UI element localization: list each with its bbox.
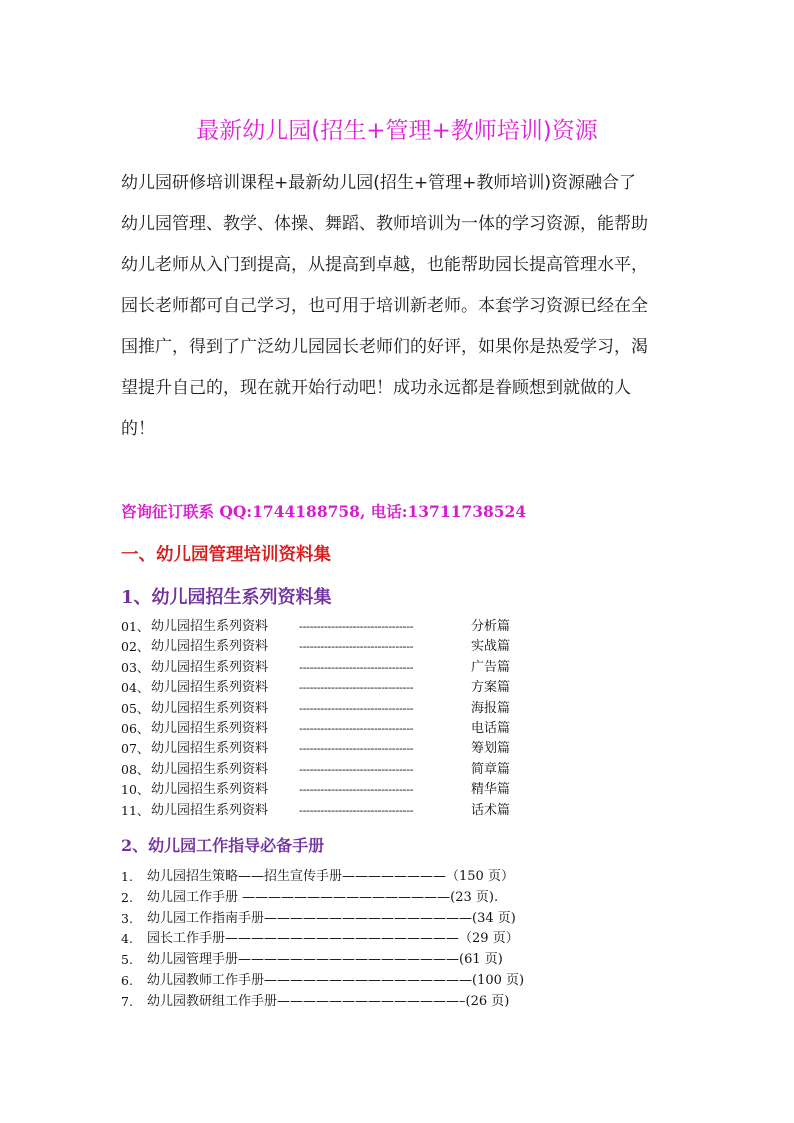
list-item: [121, 678, 521, 698]
item-name: 幼儿园招生系列资料: [151, 619, 269, 634]
item-text: 幼儿园工作指南手册————————————————: [147, 910, 473, 926]
item-suffix: 分析篇: [471, 619, 511, 634]
intro-line: 园长老师都可自己学习，也可用于培训新老师。本套学习资源已经在全: [121, 296, 648, 316]
item-leader: --------------------------------: [299, 762, 414, 776]
list-item: [121, 760, 521, 780]
item-number: 04、: [121, 680, 150, 696]
list-item: [121, 971, 524, 992]
item-leader: --------------------------------: [299, 640, 414, 654]
item-pages: (23 页).: [450, 889, 499, 905]
item-text: 园长工作手册——————————————————: [147, 931, 460, 947]
item-suffix: 简章篇: [471, 761, 511, 777]
list-item: [121, 888, 524, 909]
admissions-list: [121, 617, 521, 821]
list-item: [121, 658, 521, 678]
subsection-heading-handbooks: 2、幼儿园工作指导必备手册: [121, 836, 325, 855]
item-name: 幼儿园招生系列资料: [151, 639, 269, 655]
list-item: [121, 909, 524, 930]
item-suffix: 方案篇: [471, 680, 511, 696]
item-number: 11、: [121, 802, 150, 818]
item-leader: --------------------------------: [299, 721, 414, 735]
item-number: 1.: [121, 869, 133, 884]
intro-line: 望提升自己的，现在就开始行动吧！成功永远都是眷顾想到就做的人: [121, 378, 631, 398]
item-number: 01、: [121, 619, 150, 634]
intro-line: 国推广，得到了广泛幼儿园园长老师们的好评，如果你是热爱学习，渴: [121, 337, 648, 357]
item-number: 3.: [121, 910, 133, 926]
item-suffix: 实战篇: [471, 639, 511, 655]
item-name: 幼儿园招生系列资料: [151, 700, 269, 716]
item-text: 幼儿园管理手册—————————————————: [147, 952, 460, 968]
item-name: 幼儿园招生系列资料: [151, 659, 269, 675]
item-name: 幼儿园招生系列资料: [151, 741, 269, 757]
item-number: 05、: [121, 700, 150, 716]
list-item: [121, 992, 524, 1013]
item-number: 2.: [121, 889, 133, 905]
item-leader: --------------------------------: [299, 803, 414, 817]
item-suffix: 电话篇: [471, 720, 511, 736]
list-item: [121, 929, 524, 950]
list-item: [121, 719, 521, 739]
subsection-heading-admissions: 1、幼儿园招生系列资料集: [121, 587, 332, 608]
item-suffix: 广告篇: [471, 659, 511, 675]
intro-line: 幼儿老师从入门到提高，从提高到卓越，也能帮助园长提高管理水平，: [121, 255, 648, 275]
list-item: [121, 637, 521, 657]
list-item: [121, 739, 521, 759]
item-text: 幼儿园教师工作手册————————————————: [147, 972, 473, 988]
item-number: 08、: [121, 761, 150, 777]
section-heading-management: 一、幼儿园管理培训资料集: [121, 545, 331, 565]
item-leader: --------------------------------: [299, 620, 414, 633]
item-number: 10、: [121, 782, 150, 798]
list-item: [121, 867, 524, 888]
item-suffix: 筹划篇: [471, 741, 511, 757]
item-text: 幼儿园工作手册 ————————————————: [147, 889, 451, 905]
item-leader: --------------------------------: [299, 701, 414, 715]
item-number: 06、: [121, 720, 150, 736]
item-pages: （150 页）: [446, 869, 514, 884]
item-number: 5.: [121, 952, 133, 968]
list-item: [121, 780, 521, 800]
item-leader: --------------------------------: [299, 742, 414, 756]
item-name: 幼儿园招生系列资料: [151, 761, 269, 777]
contact-info: 咨询征订联系 QQ:1744188758, 电话:13711738524: [121, 502, 527, 521]
item-suffix: 精华篇: [471, 782, 511, 798]
item-pages: (100 页): [472, 972, 525, 988]
item-number: 02、: [121, 639, 150, 655]
item-pages: (61 页): [459, 952, 503, 968]
list-item: [121, 950, 524, 971]
item-text: 幼儿园教研组工作手册——————————————: [147, 993, 460, 1009]
item-leader: --------------------------------: [299, 660, 414, 674]
item-name: 幼儿园招生系列资料: [151, 802, 269, 818]
item-number: 7.: [121, 993, 133, 1009]
item-suffix: 话术篇: [471, 802, 511, 818]
list-item: [121, 699, 521, 719]
handbook-list: [121, 867, 524, 1013]
item-pages: （29 页）: [459, 931, 519, 947]
document-title: 最新幼儿园(招生+管理+教师培训)资源: [196, 118, 598, 144]
intro-line: 幼儿园研修培训课程+最新幼儿园(招生+管理+教师培训)资源融合了: [121, 173, 636, 193]
item-number: 6.: [121, 972, 133, 988]
item-suffix: 海报篇: [471, 700, 511, 716]
item-name: 幼儿园招生系列资料: [151, 680, 269, 696]
list-item: [121, 801, 521, 821]
item-leader: --------------------------------: [299, 681, 414, 695]
intro-paragraph: [121, 163, 681, 450]
list-item: [121, 617, 521, 637]
item-pages: (34 页): [472, 910, 516, 926]
intro-line: 的！: [121, 419, 155, 439]
intro-line: 幼儿园管理、教学、体操、舞蹈、教师培训为一体的学习资源，能帮助: [121, 214, 648, 234]
item-number: 07、: [121, 741, 150, 757]
item-leader: --------------------------------: [299, 783, 414, 797]
item-name: 幼儿园招生系列资料: [151, 720, 269, 736]
item-name: 幼儿园招生系列资料: [151, 782, 269, 798]
item-number: 4.: [121, 931, 133, 947]
item-number: 03、: [121, 659, 150, 675]
item-pages: –(26 页): [459, 993, 510, 1009]
item-text: 幼儿园招生策略——招生宣传手册————————: [147, 869, 447, 884]
